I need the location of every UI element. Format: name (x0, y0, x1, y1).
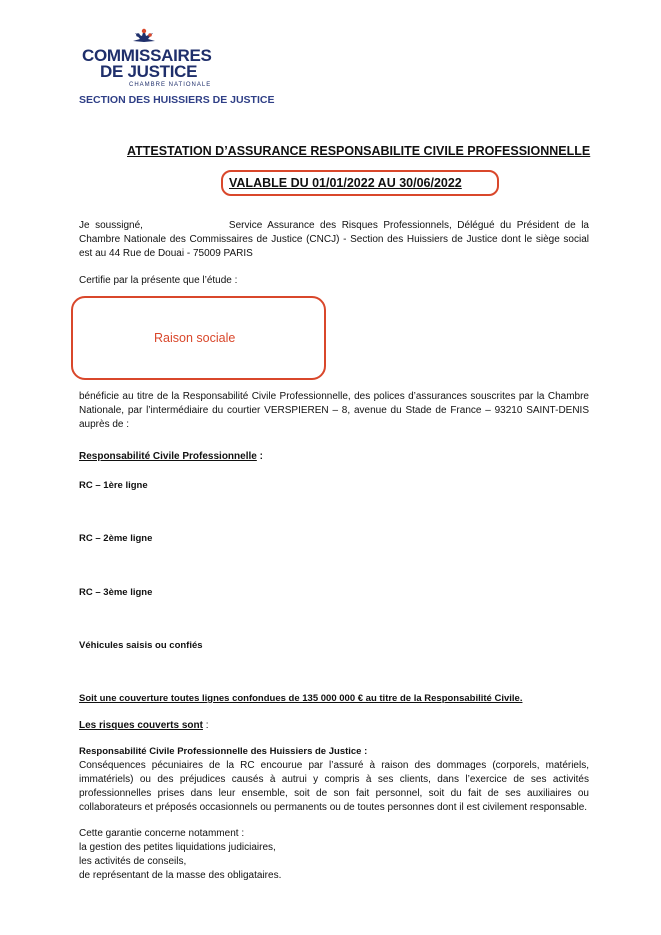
guarantee-line-1: Cette garantie concerne notamment : (79, 828, 245, 839)
coverage-total: Soit une couverture toutes lignes confondues de 135 000 000 € au titre de la Responsabilité Civile. (79, 693, 523, 704)
guarantee-line-3: les activités de conseils, (79, 856, 187, 867)
validity-period: VALABLE DU 01/01/2022 AU 30/06/2022 (229, 176, 462, 190)
guarantee-line-4: de représentant de la masse des obligataires. (79, 870, 282, 881)
rcp-paragraph: Conséquences pécuniaires de la RC encourue par l’assuré à raison des dommages (corporels, matériels, immatériels) ou des préjudices causés à autrui y compris à ses clients, dans l’exercice de ses activités professionnelles prises dans leur ensemble, soit de son fait personnel, soit du fait de ses auxiliaires ou collaborateurs et préposés occasionnels ou permanents ou de toutes personnes dont il est civilement responsable. (79, 760, 589, 813)
rc-heading-text: Responsabilité Civile Professionnelle (79, 451, 257, 462)
rcp-heading: Responsabilité Civile Professionnelle des Huissiers de Justice : (79, 746, 368, 757)
certify-text: Certifie par la présente que l’étude : (79, 275, 238, 286)
intro-paragraph (79, 219, 589, 261)
logo-text-line2: DE JUSTICE (100, 62, 198, 81)
logo-subtitle: CHAMBRE NATIONALE (129, 82, 212, 88)
risks-heading (79, 720, 209, 731)
section-title: SECTION DES HUISSIERS DE JUSTICE (79, 94, 275, 106)
rc-line-3: RC – 3ème ligne (79, 587, 153, 598)
risks-heading-suffix: : (202, 720, 209, 731)
benefit-paragraph: bénéficie au titre de la Responsabilité Civile Professionnelle, des polices d’assurances souscrites par la Chambre Nationale, par l’intermédiaire du courtier VERSPIEREN – 8, avenue du Stade de France – 93210 SAINT-DENIS auprès de : (79, 391, 589, 430)
rc-line-1: RC – 1ère ligne (79, 480, 148, 491)
logo-text-line1: COMMISSAIRES (82, 46, 212, 65)
rc-heading (79, 451, 263, 462)
raison-sociale-label: Raison sociale (154, 331, 236, 345)
document-title: ATTESTATION D’ASSURANCE RESPONSABILITE CIVILE PROFESSIONNELLE (127, 144, 591, 158)
rc-line-vehicles: Véhicules saisis ou confiés (79, 640, 203, 651)
rc-line-2: RC – 2ème ligne (79, 533, 153, 544)
guarantee-line-2: la gestion des petites liquidations judiciaires, (79, 842, 276, 853)
intro-part2: Service Assurance des Risques Professionnels, Délégué du Président de la Chambre Nationale des Commissaires de Justice (CNCJ) - Section des Huissiers de Justice dont le siège social est au 44 Rue de Douai - 75009 PARIS (79, 220, 589, 259)
intro-part1: Je soussigné, (79, 220, 143, 231)
risks-heading-text: Les risques couverts sont (79, 720, 203, 731)
rc-heading-suffix: : (256, 451, 263, 462)
